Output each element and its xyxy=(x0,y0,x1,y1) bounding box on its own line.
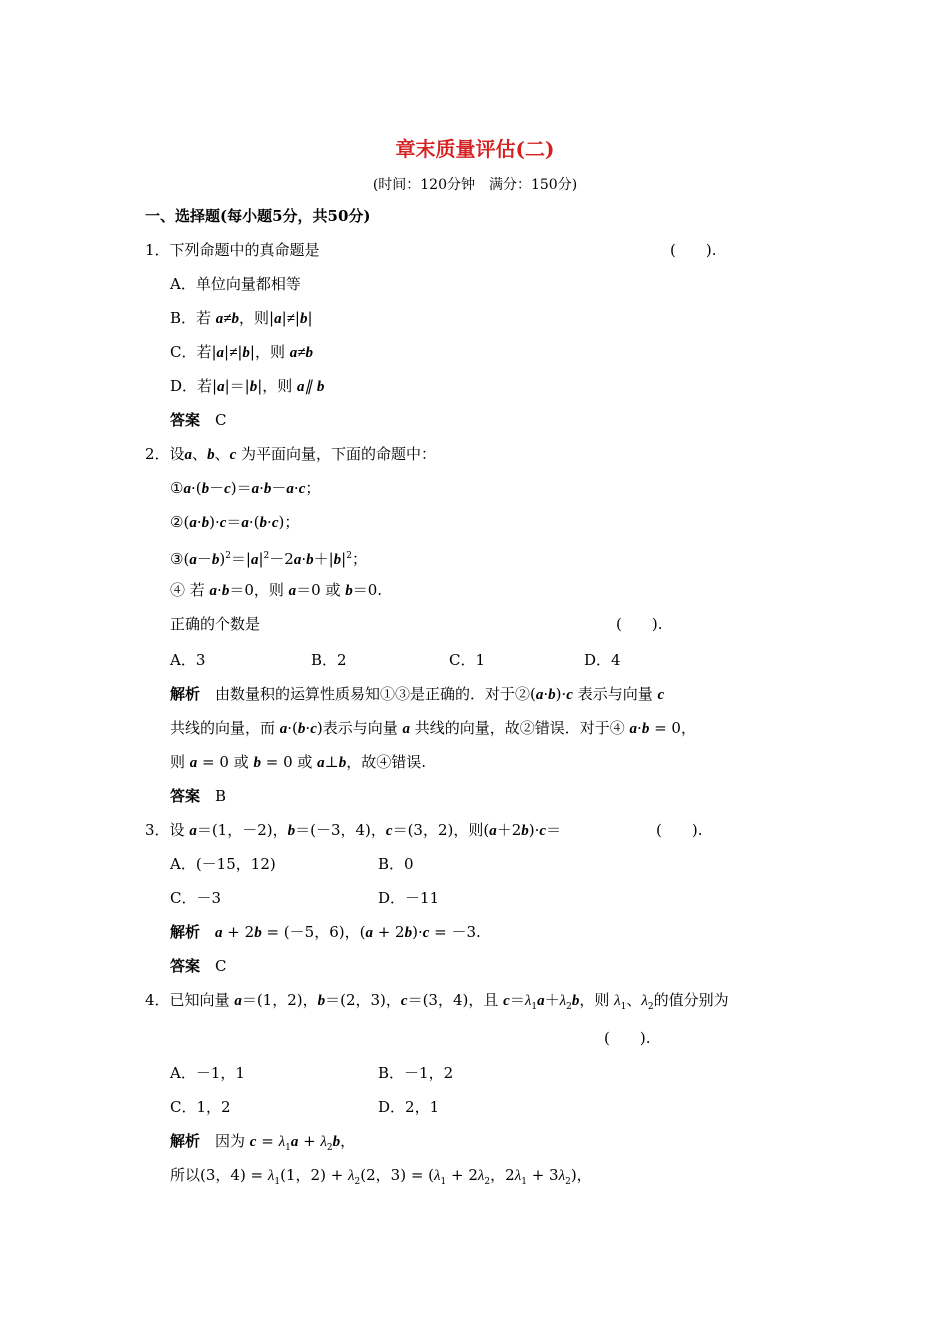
q4-analysis-line-1: 解析 因为 $c = \lambda_1a + \lambda_2b$， xyxy=(170,1132,356,1153)
q2-answer-bracket: ( ). xyxy=(616,615,663,633)
q2-option-b: B．2 xyxy=(311,651,347,669)
q3-option-c: C．－3 xyxy=(170,889,222,907)
section-heading: 一、选择题(每小题5分，共50分) xyxy=(145,207,371,225)
q2-answer: 答案 B xyxy=(170,787,227,805)
q3-option-a: A．(－15，12) xyxy=(170,855,276,873)
q2-option-a: A．3 xyxy=(170,651,206,669)
q1-option-c: C．若|a|≠|b|，则 a≠b xyxy=(170,343,313,361)
page-title: 章末质量评估(二) xyxy=(395,137,555,161)
q3-option-d: D．－11 xyxy=(378,889,440,907)
q3-answer-bracket: ( ). xyxy=(656,821,703,839)
q3-answer: 答案 C xyxy=(170,957,227,975)
q2-analysis-line-3: 则 a = 0 或 b = 0 或 a⊥b，故④错误. xyxy=(170,753,427,771)
q1-option-b: B．若 a≠b，则|a|≠|b| xyxy=(170,309,313,327)
q4-option-d: D．2，1 xyxy=(378,1098,440,1116)
q2-statement-4: ④ 若 a·b＝0，则 a＝0 或 b＝0. xyxy=(170,581,383,599)
q2-statement-3: $③(a-b)^2=|a|^2-2a\cdot b+|b|^2$； xyxy=(170,550,367,568)
q1-answer: 答案 C xyxy=(170,411,227,429)
q2-analysis-line-2: 共线的向量，而 a·(b·c)表示与向量 a 共线的向量，故②错误．对于④ a·b = 0， xyxy=(170,719,696,737)
q3-stem: 3．设 a＝(1，－2)，b＝(－3，4)，c＝(3，2)，则(a＋2b)·c＝ xyxy=(145,821,562,839)
q4-answer-bracket: ( ). xyxy=(604,1029,651,1047)
q3-option-b: B．0 xyxy=(378,855,414,873)
q2-option-d: D．4 xyxy=(584,651,621,669)
q1-stem: 1．下列命题中的真命题是 xyxy=(145,241,320,259)
q4-option-a: A．－1，1 xyxy=(170,1064,245,1082)
exam-info: (时间：120分钟 满分：150分) xyxy=(372,177,578,193)
q1-option-d: D．若|a|＝|b|，则 a∥ b xyxy=(170,377,325,395)
q2-ask: 正确的个数是 xyxy=(170,615,261,633)
q4-analysis-line-2: 所以(3，$4) = \lambda_1(1$，$2) + \lambda_2(2$，$3) = (\lambda_1 + 2\lambda_2$，$2\lambda_1 + 3\lambda_2$)， xyxy=(170,1166,592,1187)
q4-stem: 4．已知向量 a＝(1，2)，b＝(2，3)，c＝(3，4)，且 $c=\lambda_1a+\lambda_2b$，则 $\lambda_1$、$\lambda_2$的值分别为 xyxy=(145,991,729,1012)
q4-option-c: C．1，2 xyxy=(170,1098,231,1116)
q2-analysis-line-1: 解析 由数量积的运算性质易知①③是正确的．对于②(a·b)·c 表示与向量 c xyxy=(170,685,665,703)
q1-option-a: A．单位向量都相等 xyxy=(170,275,301,293)
q2-statement-2: ②(a·b)·c＝a·(b·c)； xyxy=(170,513,300,531)
q4-option-b: B．－1，2 xyxy=(378,1064,454,1082)
q2-statement-1: ①a·(b－c)＝a·b－a·c； xyxy=(170,479,321,497)
q3-analysis: 解析 a + 2b = (－5，6)，(a + 2b)·c = －3. xyxy=(170,923,481,941)
q2-stem: 2．设a、b、c 为平面向量，下面的命题中： xyxy=(145,445,437,463)
q1-answer-bracket: ( ). xyxy=(670,241,717,259)
q2-option-c: C．1 xyxy=(449,651,486,669)
